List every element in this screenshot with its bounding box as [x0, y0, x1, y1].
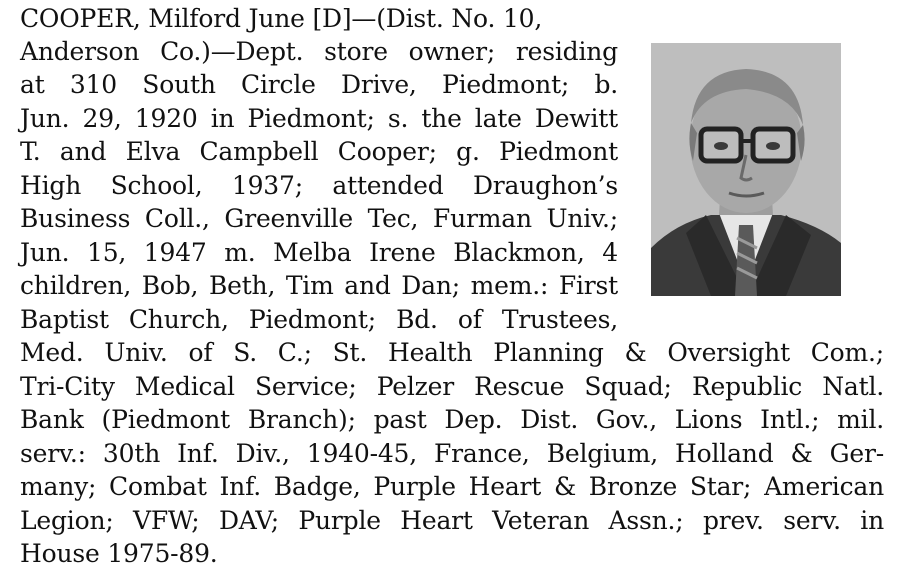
portrait-illustration	[651, 43, 841, 296]
entry-line-5: T. and Elva Campbell Cooper; g. Piedmont	[20, 137, 618, 166]
entry-line-16: Legion; VFW; DAV; Purple Heart Veteran Assn.; prev. serv. in	[20, 506, 884, 535]
entry-line-15: many; Combat Inf. Badge, Purple Heart & Bronze Star; American	[20, 472, 884, 501]
entry-line-9: children, Bob, Beth, Tim and Dan; mem.: First	[20, 271, 618, 300]
entry-line-4: Jun. 29, 1920 in Piedmont; s. the late Dewitt	[20, 104, 618, 133]
entry-line-17: House 1975-89.	[20, 539, 218, 568]
entry-line-7: Business Coll., Greenville Tec, Furman Univ.;	[20, 204, 618, 233]
entry-line-6: High School, 1937; attended Draughon’s	[20, 171, 618, 200]
entry-line-12: Tri-City Medical Service; Pelzer Rescue Squad; Republic Natl.	[20, 372, 884, 401]
entry-line-2: Anderson Co.)—Dept. store owner; residing	[20, 37, 618, 66]
portrait-photo	[651, 43, 841, 296]
entry-line-8: Jun. 15, 1947 m. Melba Irene Blackmon, 4	[20, 238, 618, 267]
entry-line-3: at 310 South Circle Drive, Piedmont; b.	[20, 70, 618, 99]
entry-line-13: Bank (Piedmont Branch); past Dep. Dist. Gov., Lions Intl.; mil.	[20, 405, 884, 434]
entry-line-1: COOPER, Milford June [D]—(Dist. No. 10,	[20, 4, 543, 33]
entry-line-11: Med. Univ. of S. C.; St. Health Planning & Oversight Com.;	[20, 338, 884, 367]
entry-line-14: serv.: 30th Inf. Div., 1940-45, France, Belgium, Holland & Ger-	[20, 439, 884, 468]
entry-line-10: Baptist Church, Piedmont; Bd. of Trustees,	[20, 305, 618, 334]
